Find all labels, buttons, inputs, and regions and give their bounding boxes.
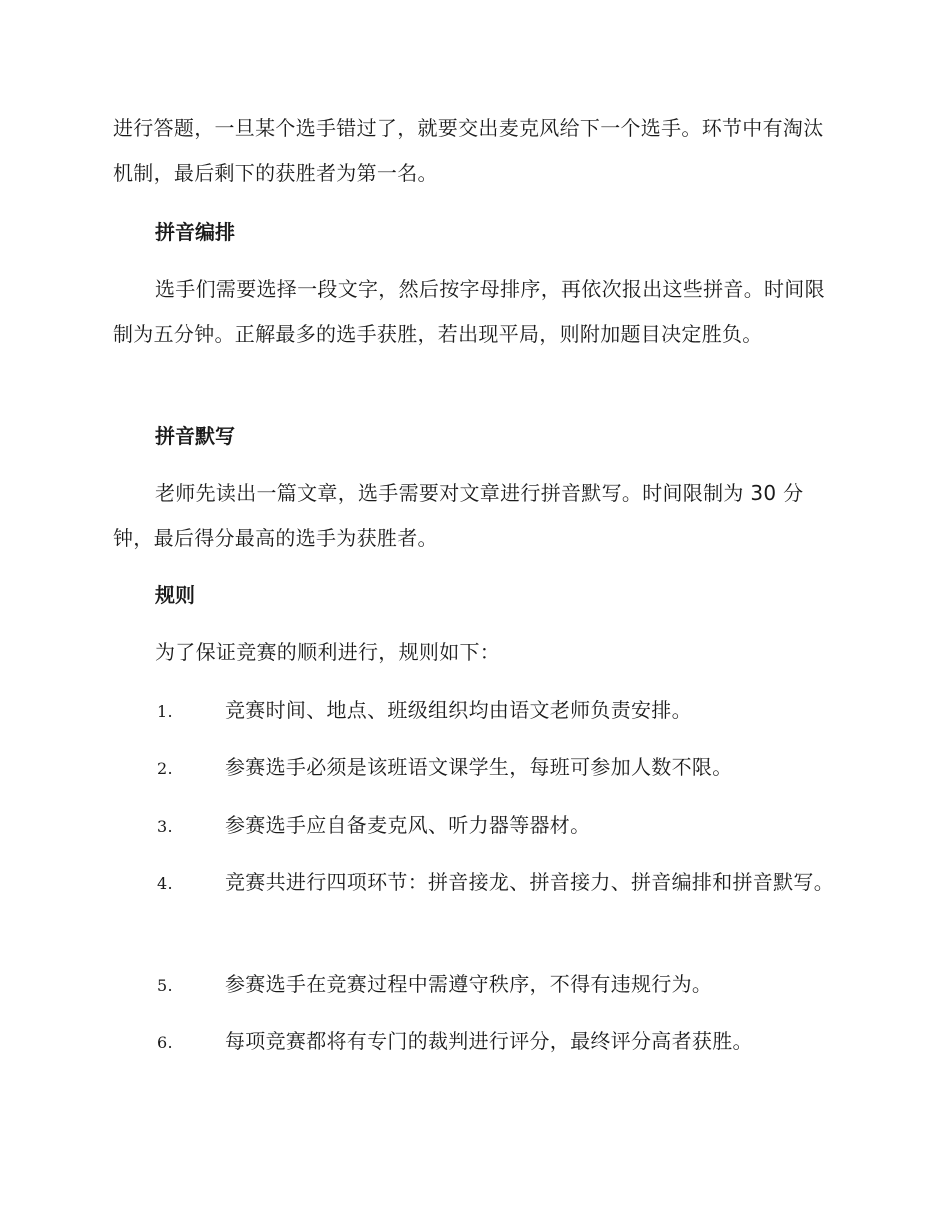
rule-item — [113, 962, 838, 1008]
rule-number: 5. — [157, 976, 173, 995]
section-heading-pinyin-dictation: 拼音默写 — [155, 424, 235, 448]
rule-item — [113, 688, 838, 734]
rule-item — [113, 745, 838, 791]
rule-text: 每项竞赛都将有专门的裁判进行评分，最终评分高者获胜。 — [225, 1029, 753, 1053]
rule-text: 参赛选手必须是该班语文课学生，每班可参加人数不限。 — [225, 755, 733, 779]
rule-text: 参赛选手应自备麦克风、听力器等器材。 — [225, 813, 591, 837]
section-heading-pinyin-arrangement: 拼音编排 — [155, 220, 235, 244]
rule-text: 竞赛时间、地点、班级组织均由语文老师负责安排。 — [225, 698, 692, 722]
section-body-pinyin-dictation: 老师先读出一篇文章，选手需要对文章进行拼音默写。时间限制为 30 分钟，最后得分最高的选手为获胜者。 — [113, 481, 804, 550]
section-body-pinyin-arrangement: 选手们需要选择一段文字，然后按字母排序，再依次报出这些拼音。时间限制为五分钟。正解最多的选手获胜，若出现平局，则附加题目决定胜负。 — [113, 277, 825, 346]
rule-number: 2. — [157, 759, 173, 778]
rule-text: 竞赛共进行四项环节：拼音接龙、拼音接力、拼音编排和拼音默写。 — [225, 870, 834, 894]
rule-item — [113, 803, 838, 849]
rule-text: 参赛选手在竞赛过程中需遵守秩序，不得有违规行为。 — [225, 972, 713, 996]
rule-number: 3. — [157, 817, 173, 836]
rule-number: 1. — [157, 702, 173, 721]
rule-number: 6. — [157, 1033, 173, 1052]
rules-intro: 为了保证竞赛的顺利进行，规则如下： — [155, 640, 501, 664]
rule-item — [113, 860, 838, 906]
rules-heading: 规则 — [155, 583, 195, 607]
rule-item — [113, 1019, 838, 1065]
rule-number: 4. — [157, 874, 173, 893]
intro-paragraph: 进行答题，一旦某个选手错过了，就要交出麦克风给下一个选手。环节中有淘汰机制，最后剩下的获胜者为第一名。 — [113, 116, 824, 185]
